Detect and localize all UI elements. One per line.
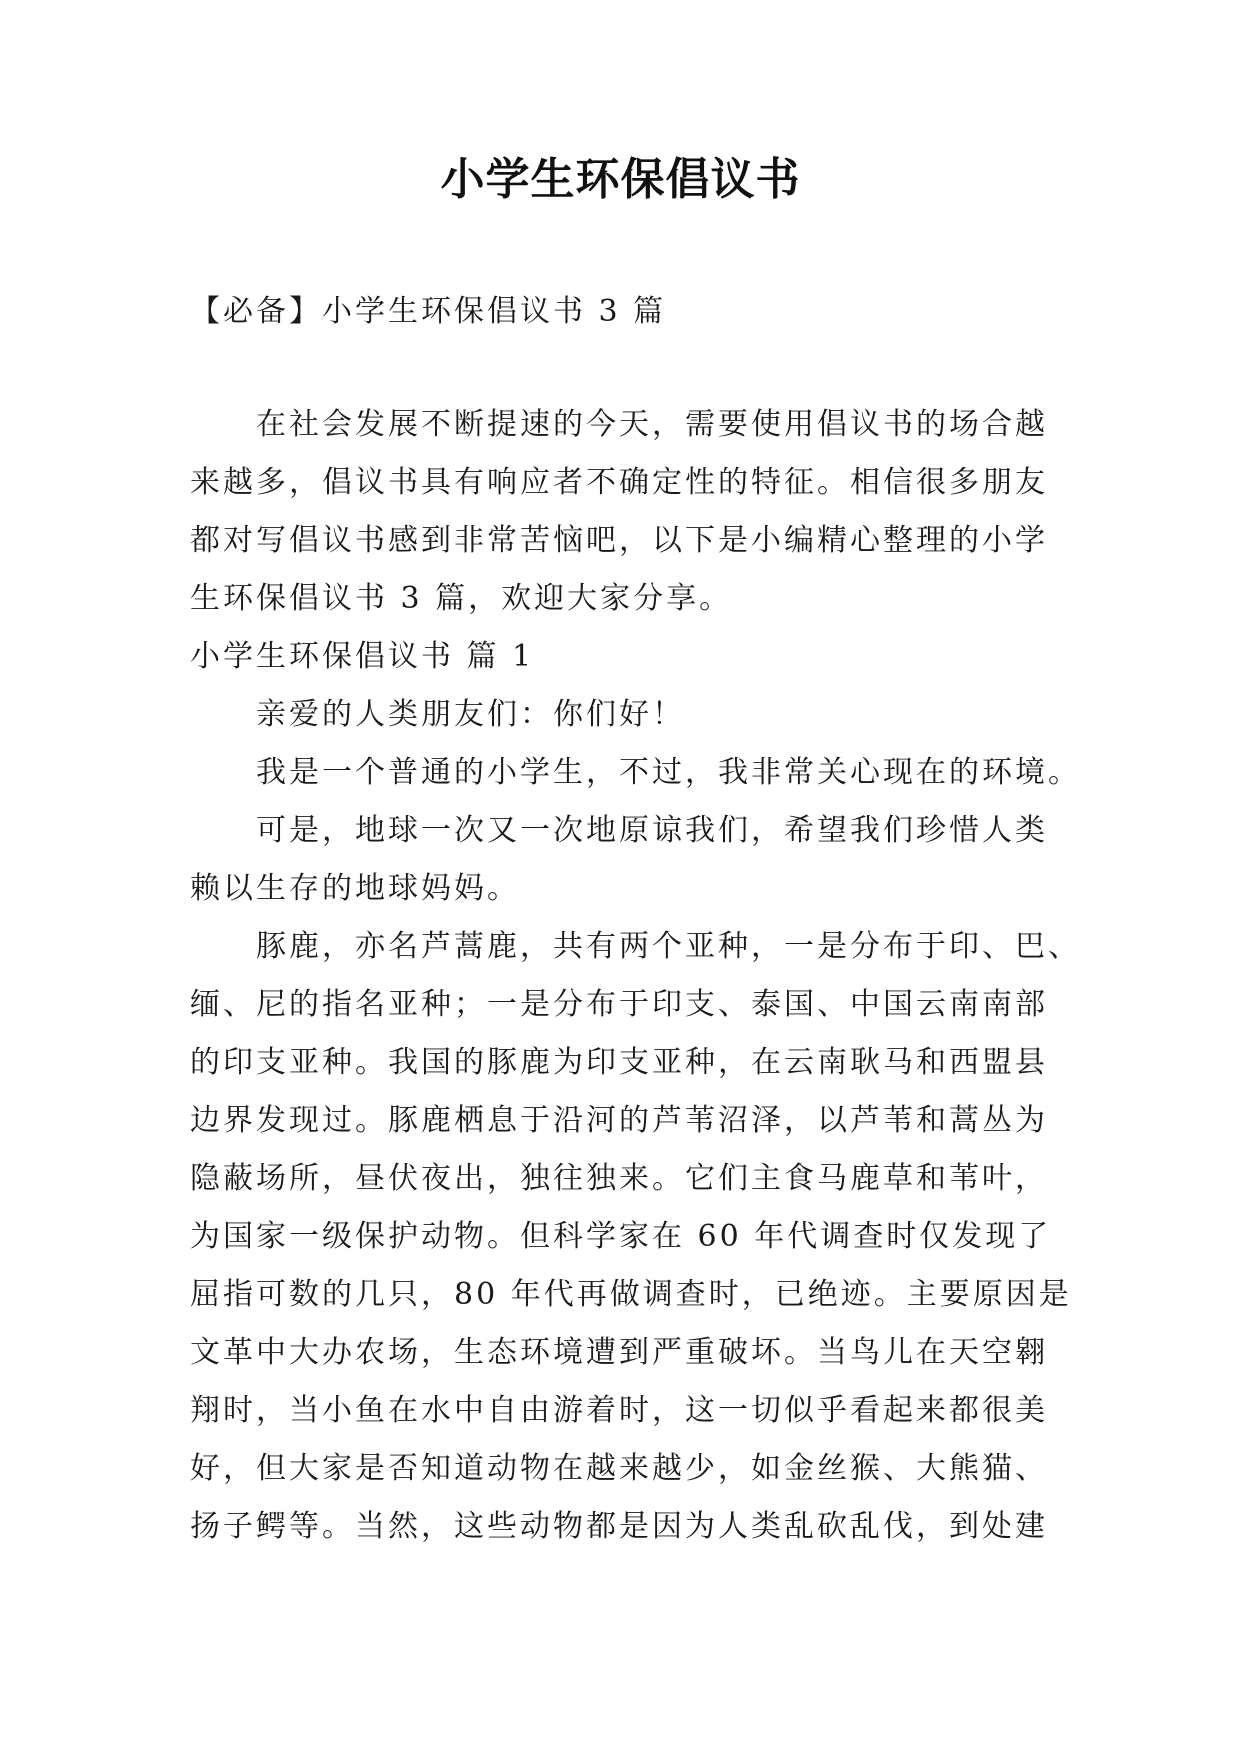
paragraph-line: 缅、尼的指名亚种；一是分布于印支、泰国、中国云南南部: [190, 987, 1048, 1022]
greeting: 亲爱的人类朋友们：你们好！: [256, 697, 685, 732]
paragraph-line: 我是一个普通的小学生，不过，我非常关心现在的环境。: [256, 755, 1081, 790]
paragraph-line: 扬子鳄等。当然，这些动物都是因为人类乱砍乱伐，到处建: [190, 1509, 1048, 1544]
paragraph-line: 屈指可数的几只，80 年代再做调查时，已绝迹。主要原因是: [190, 1277, 1072, 1312]
paragraph-line: 翔时，当小鱼在水中自由游着时，这一切似乎看起来都很美: [190, 1393, 1048, 1428]
section-heading: 小学生环保倡议书 篇 1: [190, 639, 535, 674]
paragraph-line: 可是，地球一次又一次地原谅我们，希望我们珍惜人类: [256, 813, 1048, 848]
intro-line: 来越多，倡议书具有响应者不确定性的特征。相信很多朋友: [190, 465, 1048, 500]
paragraph-line: 的印支亚种。我国的豚鹿为印支亚种，在云南耿马和西盟县: [190, 1045, 1048, 1080]
paragraph-line: 边界发现过。豚鹿栖息于沿河的芦苇沼泽，以芦苇和蒿丛为: [190, 1103, 1048, 1138]
paragraph-line: 为国家一级保护动物。但科学家在 60 年代调查时仅发现了: [190, 1219, 1052, 1254]
document-subtitle: 【必备】小学生环保倡议书 3 篇: [190, 294, 667, 329]
page-title: 小学生环保倡议书: [440, 154, 801, 205]
intro-line: 都对写倡议书感到非常苦恼吧，以下是小编精心整理的小学: [190, 523, 1048, 558]
paragraph-line: 豚鹿，亦名芦蒿鹿，共有两个亚种，一是分布于印、巴、: [256, 929, 1081, 964]
intro-line: 在社会发展不断提速的今天，需要使用倡议书的场合越: [256, 407, 1048, 442]
paragraph-line: 好，但大家是否知道动物在越来越少，如金丝猴、大熊猫、: [190, 1451, 1048, 1486]
intro-line: 生环保倡议书 3 篇，欢迎大家分享。: [190, 581, 733, 616]
paragraph-line: 赖以生存的地球妈妈。: [190, 871, 520, 906]
paragraph-line: 文革中大办农场，生态环境遭到严重破坏。当鸟儿在天空翱: [190, 1335, 1048, 1370]
paragraph-line: 隐蔽场所，昼伏夜出，独往独来。它们主食马鹿草和苇叶，: [190, 1161, 1048, 1196]
